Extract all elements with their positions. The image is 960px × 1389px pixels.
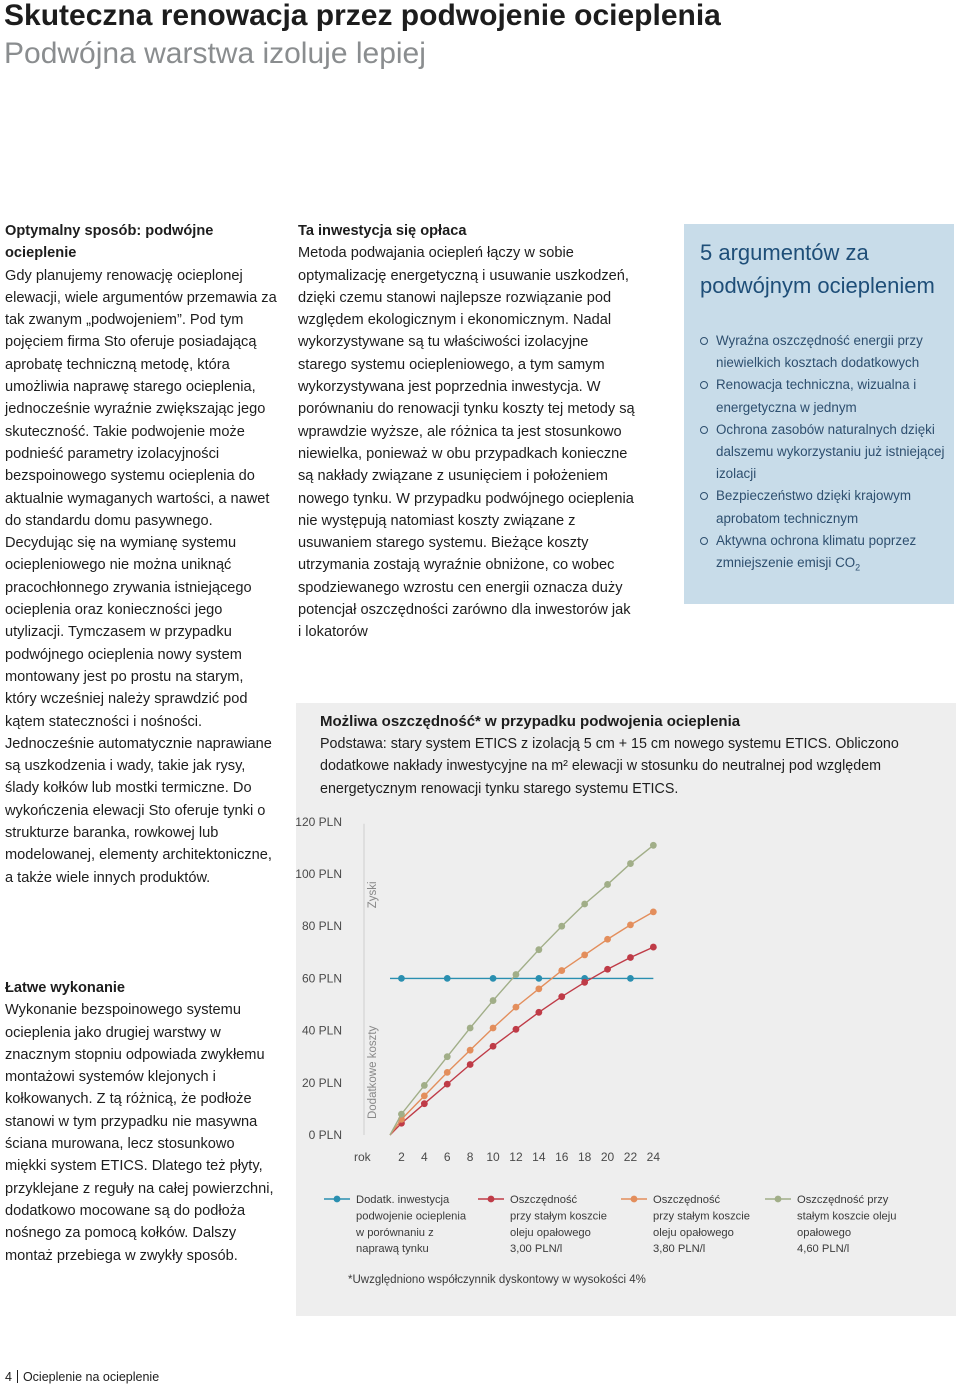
data-point <box>444 1053 451 1060</box>
legend-marker <box>334 1196 341 1203</box>
data-point <box>535 975 542 982</box>
legend-label: przy stałym koszcie <box>510 1210 607 1223</box>
data-point <box>513 971 520 978</box>
legend-label: oleju opałowego <box>510 1226 591 1239</box>
chart-title: Możliwa oszczędność* w przypadku podwojenia ocieplenia <box>320 713 741 730</box>
data-point <box>627 860 634 867</box>
legend-label: Oszczędność <box>510 1194 578 1206</box>
data-point <box>490 1025 497 1032</box>
data-point <box>650 908 657 915</box>
list-item: Bezpieczeństwo dzięki krajowym aprobatom technicznym <box>698 485 950 529</box>
data-point <box>444 1069 451 1076</box>
list-item: Wyraźna oszczędność energii przy niewielkich kosztach dodatkowych <box>698 330 950 374</box>
y-tick-label: 100 PLN <box>295 867 342 881</box>
data-point <box>421 1100 428 1107</box>
x-tick-label: 24 <box>646 1150 661 1164</box>
legend-label: przy stałym koszcie <box>653 1210 750 1223</box>
data-point <box>627 975 634 982</box>
region-label-costs: Dodatkowe koszty <box>367 1025 379 1120</box>
data-point <box>513 1004 520 1011</box>
page-title: Skuteczna renowacja przez podwojenie ocieplenia <box>4 0 721 32</box>
x-tick-label: 10 <box>486 1150 500 1164</box>
legend-label: Dodatk. inwestycja <box>356 1194 450 1206</box>
legend-label: opałowego <box>797 1226 852 1239</box>
legend-marker <box>488 1196 495 1203</box>
co2-subscript: 2 <box>855 562 861 573</box>
chart-footnote: *Uwzględniono współczynnik dyskontowy w wysokości 4% <box>348 1274 646 1286</box>
x-tick-label: 14 <box>532 1150 546 1164</box>
column-1 <box>5 220 277 889</box>
data-point <box>535 985 542 992</box>
data-point <box>513 1026 520 1033</box>
section-heading: Łatwe wykonanie <box>5 980 126 996</box>
legend-marker <box>775 1196 782 1203</box>
divider <box>17 1370 18 1383</box>
legend-label: oleju opałowego <box>653 1226 734 1239</box>
data-point <box>490 975 497 982</box>
legend-label: w porównaniu z <box>356 1226 434 1239</box>
data-point <box>490 1043 497 1050</box>
savings-chart <box>296 703 956 1316</box>
paragraph: Metoda podwajania ociepleń łączy w sobie optymalizację energetyczną i usuwanie uszkodzeń, dzięki czemu stanowi najlepsze rozwiązanie pod względem ekologicznym i ekonomicznym. Nadal wykorzystywane są tu właściwości izolacyjne starego systemu ociepleniowego, a tym samym wykorzystywana jest poprzednia inwestycja. W porównaniu do renowacji tynku koszty tej metody są wprawdzie wyższe, ale różnica ta jest stosunkowo niewielka, ponieważ w obu przypadkach konieczne są nakłady związane z usunięciem i położeniem nowego tynku. W przypadku podwójnego ocieplenia nie występują natomiast koszty związane z usuwaniem starego systemu. Bieżące koszty utrzymania zostają wyraźnie obniżone, co wobec spodziewanego wzrostu cen energii oznacza duży potencjał oszczędności zarówno dla inwestorów jak i lokatorów <box>298 245 635 641</box>
data-point <box>558 993 565 1000</box>
bullet-icon <box>700 381 708 389</box>
legend-label: Oszczędność przy <box>797 1194 889 1206</box>
legend-label: podwojenie ocieplenia <box>356 1210 467 1223</box>
y-tick-label: 20 PLN <box>301 1075 342 1090</box>
data-point <box>535 1009 542 1016</box>
page-number: 4 <box>5 1370 12 1384</box>
y-tick-label: 0 PLN <box>308 1128 342 1142</box>
list-item: Aktywna ochrona klimatu poprzez zmniejszenie emisji $CO_2$ <box>698 530 950 579</box>
paragraph: Wykonanie bezspoinowego systemu ocieplenia jako drugiej warstwy w znacznym stopniu odpowiada zwykłemu montażowi systemów klejonych i kołkowanych. Z tą różnicą, że podłoże stanowi w tym przypadku nie masywna ściana murowana, lecz stosunkowo miękki system ETICS. Dlatego też płyty, przyklejane z reguły na całej powierzchni, dodatkowo mocowane są do podłoża nośnego za pomocą kołków. Dalszy montaż przebiega w zwykły sposób. <box>5 1002 274 1264</box>
x-tick-label: 2 <box>398 1150 405 1164</box>
data-point <box>604 881 611 888</box>
x-tick-label: 18 <box>577 1150 592 1164</box>
x-tick-label: 4 <box>421 1150 428 1164</box>
x-axis-label: rok <box>354 1150 371 1164</box>
x-tick-label: 12 <box>509 1150 523 1164</box>
data-point <box>558 923 565 930</box>
y-tick-label: 40 PLN <box>301 1023 342 1038</box>
bullet-icon <box>700 426 708 434</box>
legend-label: naprawą tynku <box>356 1243 429 1256</box>
section-heading: Ta inwestycja się opłaca <box>298 223 467 239</box>
arguments-title: 5 argumentów za podwójnym ociepleniem <box>700 240 935 298</box>
data-point <box>490 997 497 1004</box>
x-tick-label: 22 <box>623 1150 638 1164</box>
legend-label: 3,00 PLN/l <box>510 1243 563 1256</box>
paragraph: Decydując się na wymianę systemu ociepleniowego nie można uniknąć pracochłonnego zrywania istniejącego ocieplenia oraz konieczności jego utylizacji. Tymczasem w przypadku podwójnego ocieplenia nowy system montowany jest po prostu na starym, który wcześniej należy sprawdzić pod kątem stateczności i nośności. Jednocześnie automatycznie naprawiane są uszkodzenia i wady, takie jak rysy, ślady kołków lub mostki termiczne. Do wykończenia elewacji Sto oferuje tynki o strukturze baranka, rowkowej lub modelowanej, elementy architektoniczne, a także wiele innych produktów. <box>5 535 272 886</box>
data-point <box>444 1081 451 1088</box>
arguments-box <box>684 224 954 604</box>
section-heading: Optymalny sposób: podwójne ocieplenie <box>5 223 214 262</box>
bullet-icon <box>700 537 708 545</box>
data-point <box>421 1082 428 1089</box>
series-line <box>390 912 653 1135</box>
column-1-bottom <box>5 977 277 1267</box>
data-point <box>581 952 588 959</box>
column-2 <box>298 220 636 644</box>
footer-text: Ocieplenie na ocieplenie <box>22 1370 160 1384</box>
legend-label: Oszczędność <box>653 1194 721 1206</box>
data-point <box>467 1047 474 1054</box>
legend-label: stałym koszcie oleju <box>797 1210 897 1223</box>
data-point <box>650 944 657 951</box>
y-tick-label: 60 PLN <box>301 971 342 986</box>
data-point <box>444 975 451 982</box>
y-tick-label: 80 PLN <box>301 919 342 934</box>
legend-label: 3,80 PLN/l <box>653 1243 706 1256</box>
data-point <box>398 975 405 982</box>
data-point <box>627 921 634 928</box>
legend-label: 4,60 PLN/l <box>797 1243 850 1256</box>
arguments-list <box>698 330 950 579</box>
x-tick-label: 16 <box>555 1150 569 1164</box>
bullet-icon <box>700 337 708 345</box>
x-tick-label: 20 <box>600 1150 615 1164</box>
page-footer <box>5 1369 159 1385</box>
series-line <box>390 947 653 1135</box>
data-point <box>650 842 657 849</box>
data-point <box>581 979 588 986</box>
x-tick-label: 6 <box>443 1150 451 1164</box>
paragraph: Gdy planujemy renowację ocieplonej elewacji, wiele argumentów przemawia za tak zwanym „podwojeniem”. Pod tym pojęciem firma Sto oferuje posiadającą aprobatę techniczną metodę, która umożliwia naprawę starego ocieplenia, jednocześnie wyraźnie zwiększając jego skuteczność. Takie podwojenie może podnieść parametry izolacyjności bezspoinowego systemu ocieplenia do aktualnie wymaganych wartości, a nawet do standardu domu pasywnego. <box>5 267 277 529</box>
list-item: Ochrona zasobów naturalnych dzięki dalszemu wykorzystaniu już istniejącej izolacji <box>698 419 950 486</box>
data-point <box>581 901 588 908</box>
data-point <box>398 1111 405 1118</box>
y-tick-label: 120 PLN <box>295 814 342 829</box>
x-tick-label: 8 <box>466 1150 474 1164</box>
chart-subtitle: Podstawa: stary system ETICS z izolacją 5 cm + 15 cm nowego systemu ETICS. Obliczono dodatkowe nakłady inwestycyjne na m² elewacji w stosunku do neutralnej pod względem energetycznym renowacji tynku starego systemu ETICS. <box>320 736 899 797</box>
list-item: Renowacja techniczna, wizualna i energetyczna w jednym <box>698 374 950 418</box>
legend-marker <box>631 1196 638 1203</box>
page-subtitle: Podwójna warstwa izoluje lepiej <box>4 37 426 70</box>
data-point <box>421 1092 428 1099</box>
data-point <box>558 967 565 974</box>
data-point <box>627 954 634 961</box>
chart-panel <box>296 703 956 1316</box>
region-label-gains: Zyski <box>367 881 379 909</box>
data-point <box>604 936 611 943</box>
data-point <box>467 1025 474 1032</box>
data-point <box>535 946 542 953</box>
data-point <box>604 966 611 973</box>
bullet-icon <box>700 492 708 500</box>
data-point <box>467 1061 474 1068</box>
